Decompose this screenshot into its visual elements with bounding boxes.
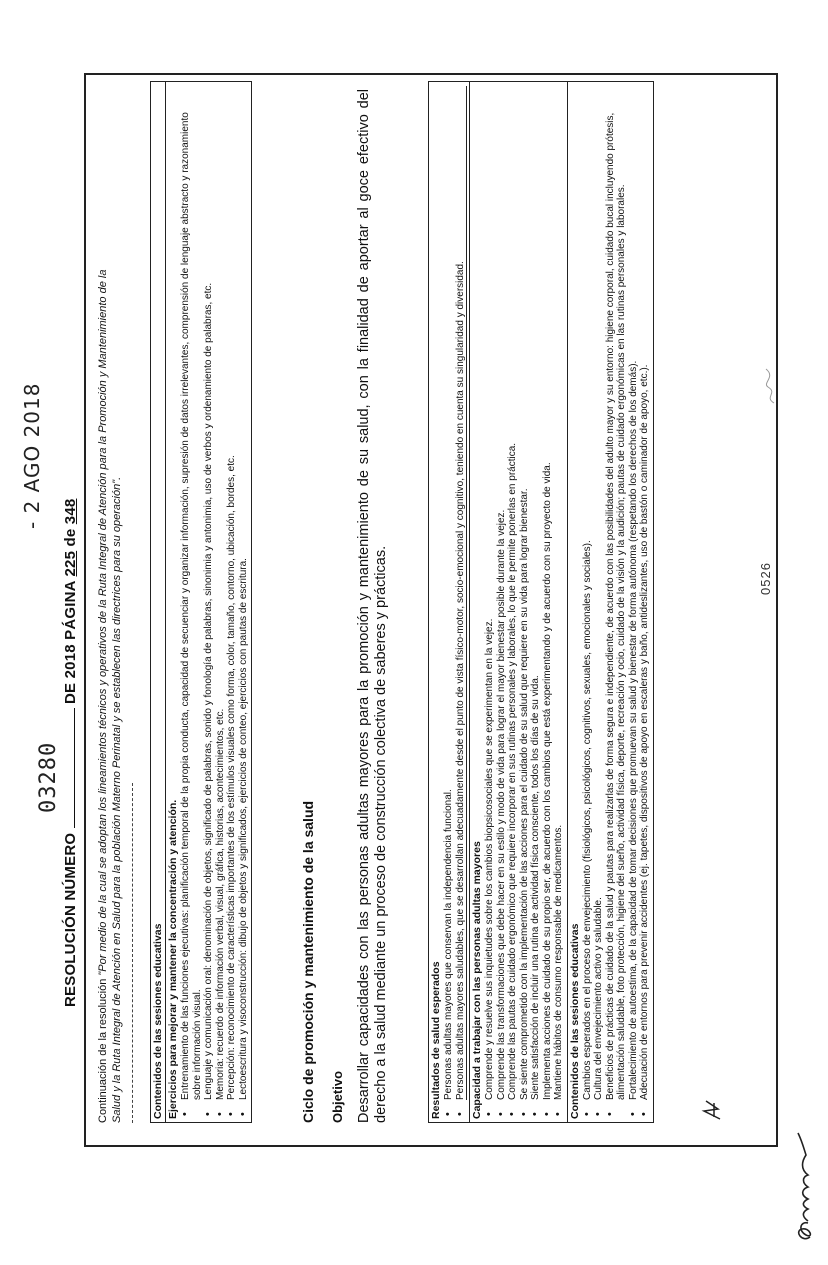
list-item: • Cultura del envejecimiento activo y saludable.	[593, 86, 605, 1100]
section-title: Ciclo de promoción y mantenimiento de la salud	[300, 800, 316, 1123]
list-item: • Lenguaje y comunicación oral: denominación de objetos, significado de palabras, sonido y fonología de palabras, sinonimia y antonimia, uso de verbos y ordenamiento de palabras, etc.	[203, 86, 215, 1100]
list-item: • Personas adultas mayores que conservan la independencia funcional.	[443, 86, 455, 1100]
capacity-list	[484, 82, 567, 1122]
list-item: • Percepción: reconocimiento de características importantes de los estímulos visuales como forma, color, tamaño, contorno, ubicación, bordes, etc.	[226, 86, 238, 1100]
handwritten-signature	[780, 1125, 820, 1245]
heading-page: 225	[62, 550, 79, 577]
footer-mark: 0526	[758, 562, 773, 595]
heading-suffix: DE 2018 PÁGINA	[62, 580, 79, 704]
list-item: • Implementa acciones de cuidado de su propio ser, de acuerdo con los cambios que está experimentando y de acuerdo con su proyecto de vida.	[542, 86, 554, 1100]
list-item: • Entrenamiento de las funciones ejecutivas: planificación temporal de la propia conducta, capacidad de secuenciar y organizar información, supresión de datos irrelevantes, comprensión de lenguaje abstracto y razonamiento sobre información visual.	[180, 86, 203, 1100]
box-header: Contenidos de las sesiones educativas	[151, 82, 166, 1122]
list-item: • Fortalecimiento de autoestima, de la capacidad de tomar decisiones que promuevan su salud y bienestar de forma autónoma (respetando los derechos de los demás).	[628, 86, 640, 1100]
educational-contents-box	[150, 81, 252, 1123]
intro-quote: "Por medio de la cual se adoptan los lineamientos técnicos y operativos de la Ruta Integral de Atención para la Promoción y Mantenimiento de la Salud y la Ruta Integral de Atención en Salud para la población Materno Perinatal y se establecen las directrices para su operación".	[97, 269, 123, 1123]
results-box	[428, 81, 654, 1123]
list-item: • Beneficios de prácticas de cuidado de la salud y pautas para realizarlas de forma segura e independiente, de acuerdo con las posibilidades del adulto mayor y su entorno: higiene corporal, cuidado bucal incluyendo prótesis, alimentación saludable, foto protección, higiene del sueño, actividad física, deporte, recreación y ocio, cuidado de la visión y la audición; pautas de cuidado ergonómicas en las rutinas personales y laborales.	[605, 86, 628, 1100]
intro-text	[96, 243, 124, 1123]
initials-signature	[700, 1097, 726, 1123]
contents-list	[582, 82, 653, 1122]
list-item: • Comprende las transformaciones que debe hacer en su estilo y modo de vida para lograr el mayor bienestar posible durante la vejez.	[496, 86, 508, 1100]
list-item: • Comprende y resuelve sus inquietudes sobre los cambios biopsicosociales que se experimentan en la vejez.	[484, 86, 496, 1100]
list-item: • Cambios esperados en el proceso de envejecimiento (fisiológicos, psicológicos, cognitivos, sexuales, emocionales y sociales).	[582, 86, 594, 1100]
contents-header: Contenidos de las sesiones educativas	[567, 82, 582, 1122]
heading-prefix: RESOLUCIÓN NÚMERO	[62, 832, 79, 1007]
list-item: • Lectoescritura y visoconstrucción: dibujo de objetos y significados, ejercicios de conteo, ejercicios con pautas de escritura.	[238, 86, 250, 1100]
list-item: • Adecuación de entornos para prevenir accidentes (ej. tapetes, dispositivos de apoyo en escaleras y baño, antideslizantes, uso de bastón o caminador de apoyo, etc.).	[639, 86, 651, 1100]
box-subheader: Ejercicios para mejorar y mantener la concentración y atención.	[167, 799, 179, 1119]
results-list	[443, 82, 469, 1122]
list-item: • Personas adultas mayores saludables, que se desarrollan adecuadamente desde el punto de vista físico-motor, socio-emocional y cognitivo, teniendo en cuenta su singularidad y diversidad.	[455, 86, 468, 1100]
list-item: • Siente satisfacción de incluir una rutina de actividad física consciente, todos los días de su vida.	[530, 86, 542, 1100]
objective-text: Desarrollar capacidades con las personas adultas mayores para la promoción y mantenimiento de su salud, con la finalidad de aportar al goce efectivo del derecho a la salud mediante un proceso de construcción colectiva de saberes y prácticas.	[356, 89, 389, 1123]
date-stamp: - 2 AGO 2018	[20, 382, 44, 529]
list-item: • Comprende las pautas de cuidado ergonómico que requiere incorporar en sus rutinas personales y laborales, lo que le permite ponerlas en práctica.	[507, 86, 519, 1100]
capacity-header: Capacidad a trabajar con las personas adultas mayores	[469, 82, 484, 1122]
heading-total: 348	[62, 498, 79, 525]
intro-lead: Continuación de la resolución	[97, 975, 109, 1123]
results-header: Resultados de salud esperados	[430, 961, 442, 1119]
faint-scribble	[760, 365, 780, 405]
resolution-number-stamp: 03280	[36, 741, 61, 813]
list-item: • Mantiene hábitos de consumo responsable de medicamentos.	[553, 86, 565, 1100]
list-item: • Memoria: recuerdo de información verbal, visual, gráfica, historias, acontecimientos, etc.	[215, 86, 227, 1100]
list-item: • Se siente comprometido con la implementación de las acciones para el cuidado de su salud que requiere en su vida para lograr bienestar.	[519, 86, 531, 1100]
objective-title: Objetivo	[330, 1070, 345, 1123]
page-heading	[62, 499, 79, 1007]
heading-of: de	[62, 528, 79, 547]
dashed-divider	[132, 783, 133, 1123]
exercise-list	[180, 82, 251, 1122]
